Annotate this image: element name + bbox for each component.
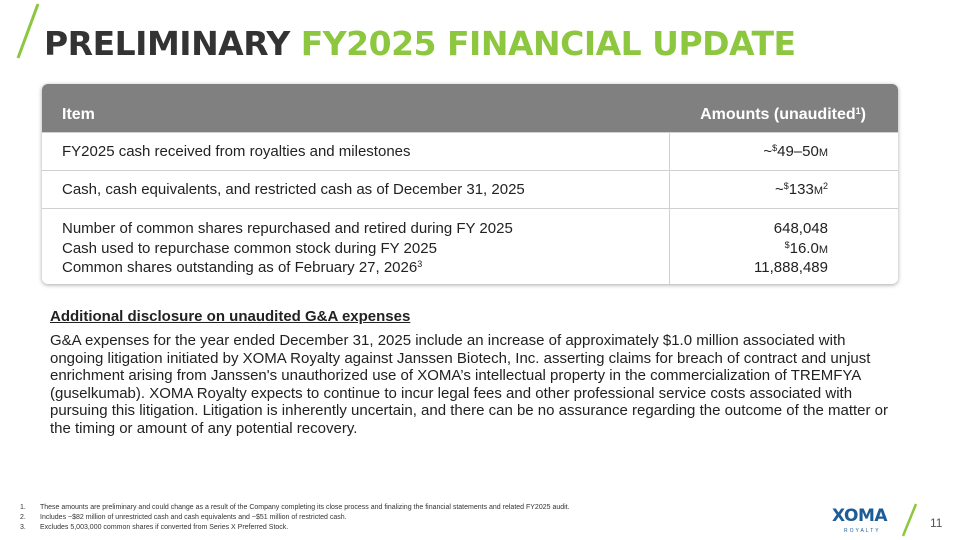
financial-table: [42, 84, 898, 284]
row-label: FY2025 cash received from royalties and milestones: [62, 143, 411, 160]
table-row: [42, 132, 898, 171]
row-value: 648,048: [773, 220, 828, 237]
accent-slash: [12, 2, 42, 60]
row-value: 11,888,489: [754, 259, 828, 276]
table-row: [42, 170, 898, 209]
page-title: [44, 24, 796, 63]
row-value: $16.0M: [784, 239, 828, 257]
page-number: 11: [930, 516, 943, 530]
row-value: ~$49–50M: [763, 143, 828, 160]
row-label: Number of common shares repurchased and retired during FY 2025: [62, 220, 513, 237]
disclosure-heading: Additional disclosure on unaudited G&A expenses: [50, 308, 411, 325]
xoma-logo: XOMA ROYALTY: [832, 506, 888, 534]
title-part-1: PRELIMINARY: [44, 24, 290, 63]
header-item: Item: [62, 106, 95, 123]
footnotes: [20, 503, 570, 533]
footnote: 1. These amounts are preliminary and could change as a result of the Company completing its close process and finalizing the financial statements and related FY2025 audit.: [20, 504, 570, 511]
row-label: Common shares outstanding as of February 27, 2026$^3$: [62, 259, 423, 276]
footnote: 3. Excludes 5,003,000 common shares if converted from Series X Preferred Stock.: [20, 524, 289, 531]
row-label: Cash used to repurchase common stock during FY 2025: [62, 239, 437, 257]
footer-accent-slash: [898, 502, 920, 538]
row-labels: [62, 220, 513, 279]
footnote: 2. Includes ~$82 million of unrestricted cash and cash equivalents and ~$51 million of restricted cash.: [20, 514, 347, 521]
row-values: [754, 220, 828, 279]
table-row: [42, 208, 898, 284]
disclosure-body: G&A expenses for the year ended December 31, 2025 include an increase of approximately $1.0 million associated with ongoing litigation initiated by XOMA Royalty against Janssen Biotech, Inc. asserting claims for breach of contract and unjust enrichment arising from Janssen's unauthorized use of XOMA’s intellectual property in the commercialization of TREMFYA (guselkumab). XOMA Royalty expects to continue to incur legal fees and other professional service costs associated with pursuing this litigation. Litigation is inherently uncertain, and there can be no assurance regarding the outcome of the matter or the timing or amount of any potential recovery.: [50, 332, 889, 437]
header-amounts: Amounts (unaudited$^1$): [700, 106, 866, 123]
table-header: [42, 84, 898, 132]
row-value: $\sim^{\$}133M^2$: [775, 181, 828, 198]
title-part-2: FY2025 FINANCIAL UPDATE: [300, 24, 796, 63]
row-label: Cash, cash equivalents, and restricted cash as of December 31, 2025: [62, 181, 525, 198]
